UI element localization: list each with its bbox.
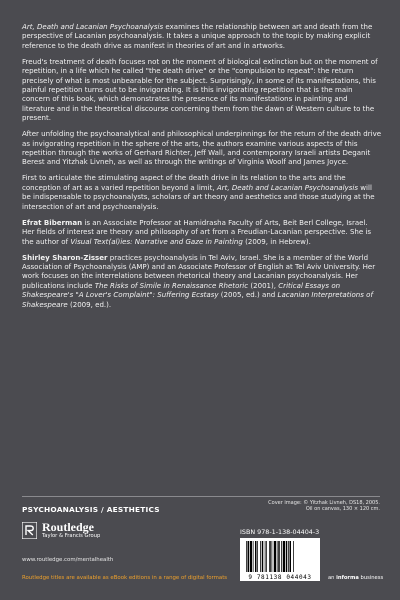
- publisher-logo: [22, 521, 100, 540]
- blurb-text: First to articulate the stimulating aspect of the death drive in its relation to the arts and the conception of art as a varied repetition beyond a limit,: [22, 173, 346, 192]
- bio-text: (2009, in Hebrew).: [242, 236, 311, 246]
- barcode-digits: 9 781138 044043: [248, 574, 312, 581]
- informa-brand: informa: [336, 575, 359, 581]
- cover-credit-line: Oil on canvas, 130 × 120 cm.: [305, 506, 380, 513]
- barcode: [240, 538, 320, 581]
- isbn-label: ISBN 978-1-138-04404-3: [240, 528, 320, 536]
- publication-title: Lacanian Interpretations of Shakespeare: [22, 290, 373, 309]
- ebook-note: Routledge titles are available as eBook editions in a range of digital formats: [22, 575, 228, 581]
- cover-credit-line: Cover image: © Yitzhak Livneh, DS18, 2005.: [268, 500, 380, 506]
- book-title: Art, Death and Lacanian Psychoanalysis: [22, 22, 164, 31]
- routledge-logo-icon: [22, 522, 37, 539]
- author-name: Shirley Sharon-Zisser: [22, 252, 108, 262]
- publication-title: Visual Text(al)ies: Narrative and Gaze in Painting: [70, 236, 243, 246]
- bio-text: is an Associate Professor at Hamidrasha Faculty of Arts, Beit Berl College, Israel. Her fields of interest are theory and philosophy of art from a Freudian-Lacanian perspective. She is the author of: [22, 217, 372, 246]
- book-title: Art, Death and Lacanian Psychoanalysis: [216, 182, 359, 192]
- divider: [22, 496, 380, 497]
- blurb-text: examines the relationship between art and death from the perspective of Lacanian psychoanalysis. It takes a unique approach to the topic by making explicit reference to the death drive as manifest in theories of art and in artworks.: [22, 22, 373, 50]
- informa-business: [328, 575, 383, 581]
- publisher-website: www.routledge.com/mentalhealth: [22, 557, 114, 563]
- informa-prefix: an: [328, 575, 337, 581]
- blurb-text: will be indispensable to psychoanalysts, scholars of art theory and aesthetics and those studying at the intersection of art and psychoanalysis.: [22, 182, 375, 211]
- bio-text: practices psychoanalysis in Tel Aviv, Israel. She is a member of the World Association of Psychoanalysis (AMP) and an Associate Professor of English at Tel Aviv University. Her work focuses on the interrelations between rhetorical theory and Lacanian psychoanalysis. Her publications include: [22, 252, 376, 290]
- bio-text: (2009, ed.).: [67, 299, 112, 309]
- publisher-group: Taylor & Francis Group: [42, 533, 101, 539]
- blurb: [22, 22, 382, 316]
- blurb-paragraph-1: [22, 22, 382, 50]
- barcode-icon: [240, 538, 320, 574]
- author-bio-1: [22, 218, 382, 246]
- blurb-paragraph-4: [22, 173, 382, 211]
- blurb-paragraph-2: Freud's treatment of death focuses not on the moment of biological extinction but on the moment of repetition, in a life which he called "the death drive" or the "compulsion to repeat": the return precisely of what is most unbearable for the subject. Surprisingly, in some of its manifestations, this painful repetition turns out to be invigorating. It is this invigorating repetition that is the main concern of this book, which demonstrates the presence of its manifestations in painting and literature and in the theoretical discourse concerning them from the dawn of Western culture to the present.: [22, 56, 378, 123]
- publication-title: Critical Essays on Shakespeare's "A Lover's Complaint": Suffering Ecstasy: [22, 280, 341, 300]
- publication-title: The Risks of Simile in Renaissance Rhetoric: [94, 280, 249, 290]
- blurb-paragraph-3: After unfolding the psychoanalytical and philosophical underpinnings for the return of the death drive as invigorating repetition in the sphere of the arts, the authors examine various aspects of this repetition through the works of Gerhard Richter, Jeff Wall, and contemporary Israeli artists Deganit Berest and Yitzhak Livneh, as well as through the writings of Virginia Woolf and James Joyce.: [22, 129, 382, 167]
- informa-suffix: business: [358, 575, 384, 581]
- publisher-name: Routledge: [42, 520, 94, 534]
- author-bio-2: [22, 253, 382, 309]
- author-name: Efrat Biberman: [22, 217, 83, 227]
- bio-text: (2005, ed.) and: [218, 290, 278, 300]
- cover-credit: [268, 500, 380, 513]
- subject-category: PSYCHOANALYSIS / AESTHETICS: [22, 505, 160, 514]
- publisher-wordmark: [42, 521, 100, 540]
- bio-text: (2001),: [248, 280, 279, 290]
